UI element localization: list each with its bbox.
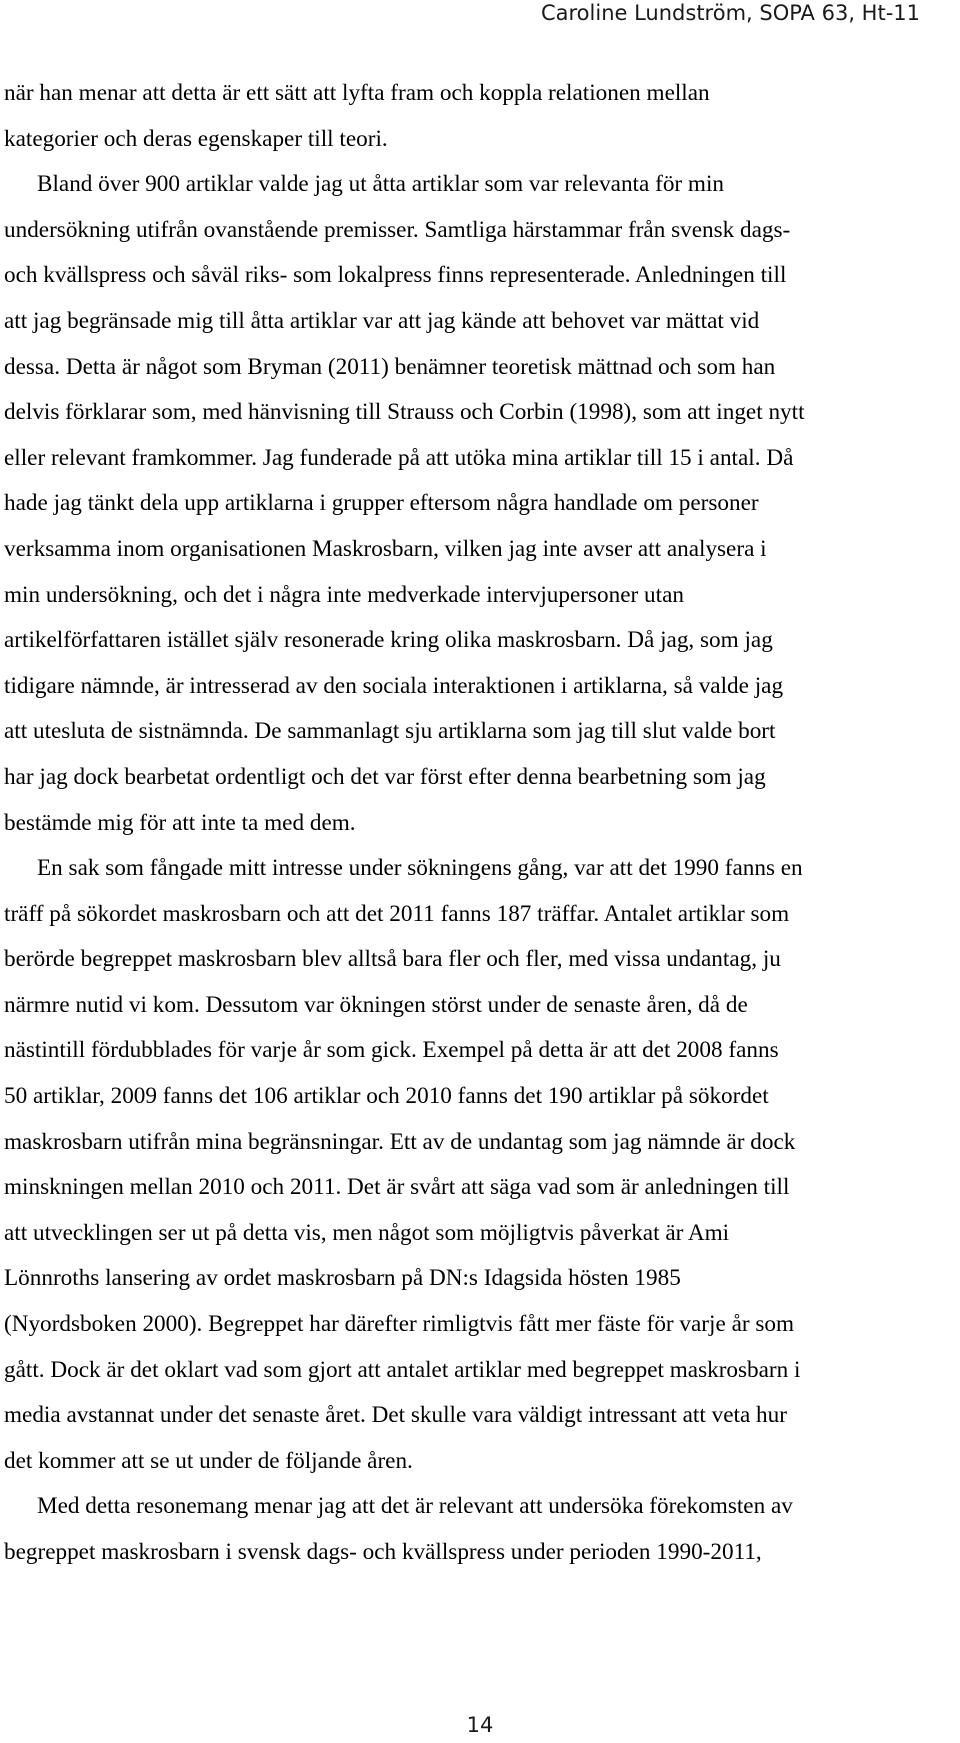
text-line: artikelförfattaren istället själv resonerade kring olika maskrosbarn. Då jag, som jag xyxy=(4,627,773,654)
paragraph-start-line: Bland över 900 artiklar valde jag ut åtta artiklar som var relevanta för min xyxy=(37,171,724,198)
text-line: minskningen mellan 2010 och 2011. Det är svårt att säga vad som är anledningen till xyxy=(4,1174,790,1201)
text-line: att jag begränsade mig till åtta artiklar var att jag kände att behovet var mättat vid xyxy=(4,307,760,334)
text-line: hade jag tänkt dela upp artiklarna i grupper eftersom några handlade om personer xyxy=(4,490,759,517)
text-line: min undersökning, och det i några inte medverkade intervjupersoner utan xyxy=(4,581,684,608)
text-line: att utesluta de sistnämnda. De sammanlagt sju artiklarna som jag till slut valde bort xyxy=(4,718,776,745)
text-line: berörde begreppet maskrosbarn blev alltså bara fler och fler, med vissa undantag, ju xyxy=(4,946,781,973)
text-line: begreppet maskrosbarn i svensk dags- och kvällspress under perioden 1990-2011, xyxy=(4,1539,762,1565)
text-line: delvis förklarar som, med hänvisning till Strauss och Corbin (1998), som att inget nytt xyxy=(4,399,805,426)
text-line: träff på sökordet maskrosbarn och att det 2011 fanns 187 träffar. Antalet artiklar som xyxy=(4,900,790,927)
text-line: och kvällspress och såväl riks- som lokalpress finns representerade. Anledningen till xyxy=(4,262,787,289)
text-line: att utvecklingen ser ut på detta vis, men något som möjligtvis påverkat är Ami xyxy=(4,1219,730,1246)
text-line: gått. Dock är det oklart vad som gjort att antalet artiklar med begreppet maskrosbarn i xyxy=(4,1356,801,1383)
text-line: har jag dock bearbetat ordentligt och det var först efter denna bearbetning som jag xyxy=(4,763,766,790)
text-line: när han menar att detta är ett sätt att lyfta fram och koppla relationen mellan xyxy=(4,80,710,106)
text-line: eller relevant framkommer. Jag funderade på att utöka mina artiklar till 15 i antal. Då xyxy=(4,444,794,471)
text-line: verksamma inom organisationen Maskrosbarn, vilken jag inte avser att analysera i xyxy=(4,535,767,562)
paragraph-start-line: En sak som fångade mitt intresse under sökningens gång, var att det 1990 fanns en xyxy=(37,855,803,882)
text-line: undersökning utifrån ovanstående premisser. Samtliga härstammar från svensk dags- xyxy=(4,216,791,243)
document-body xyxy=(4,71,956,1576)
text-line: nästintill fördubblades för varje år som gick. Exempel på detta är att det 2008 fanns xyxy=(4,1037,779,1064)
text-line: det kommer att se ut under de följande åren. xyxy=(4,1447,413,1474)
page-number: 14 xyxy=(466,1713,494,1737)
text-line: kategorier och deras egenskaper till teori. xyxy=(4,125,388,152)
text-line: bestämde mig för att inte ta med dem. xyxy=(4,809,356,836)
text-line: tidigare nämnde, är intresserad av den sociala interaktionen i artiklarna, så valde jag xyxy=(4,672,784,699)
paragraph-start-line: Med detta resonemang menar jag att det är relevant att undersöka förekomsten av xyxy=(37,1493,793,1520)
text-line: maskrosbarn utifrån mina begränsningar. Ett av de undantag som jag nämnde är dock xyxy=(4,1128,796,1155)
text-line: (Nyordsboken 2000). Begreppet har därefter rimligtvis fått mer fäste för varje år som xyxy=(4,1311,795,1338)
text-line: närmre nutid vi kom. Dessutom var ökningen störst under de senaste åren, då de xyxy=(4,991,748,1018)
text-line: 50 artiklar, 2009 fanns det 106 artiklar och 2010 fanns det 190 artiklar på sökordet xyxy=(4,1083,769,1110)
text-line: Lönnroths lansering av ordet maskrosbarn på DN:s Idagsida hösten 1985 xyxy=(4,1265,681,1292)
text-line: media avstannat under det senaste året. Det skulle vara väldigt intressant att veta hur xyxy=(4,1402,787,1429)
running-header: Caroline Lundström, SOPA 63, Ht-11 xyxy=(540,1,920,25)
text-line: dessa. Detta är något som Bryman (2011) benämner teoretisk mättnad och som han xyxy=(4,353,776,380)
